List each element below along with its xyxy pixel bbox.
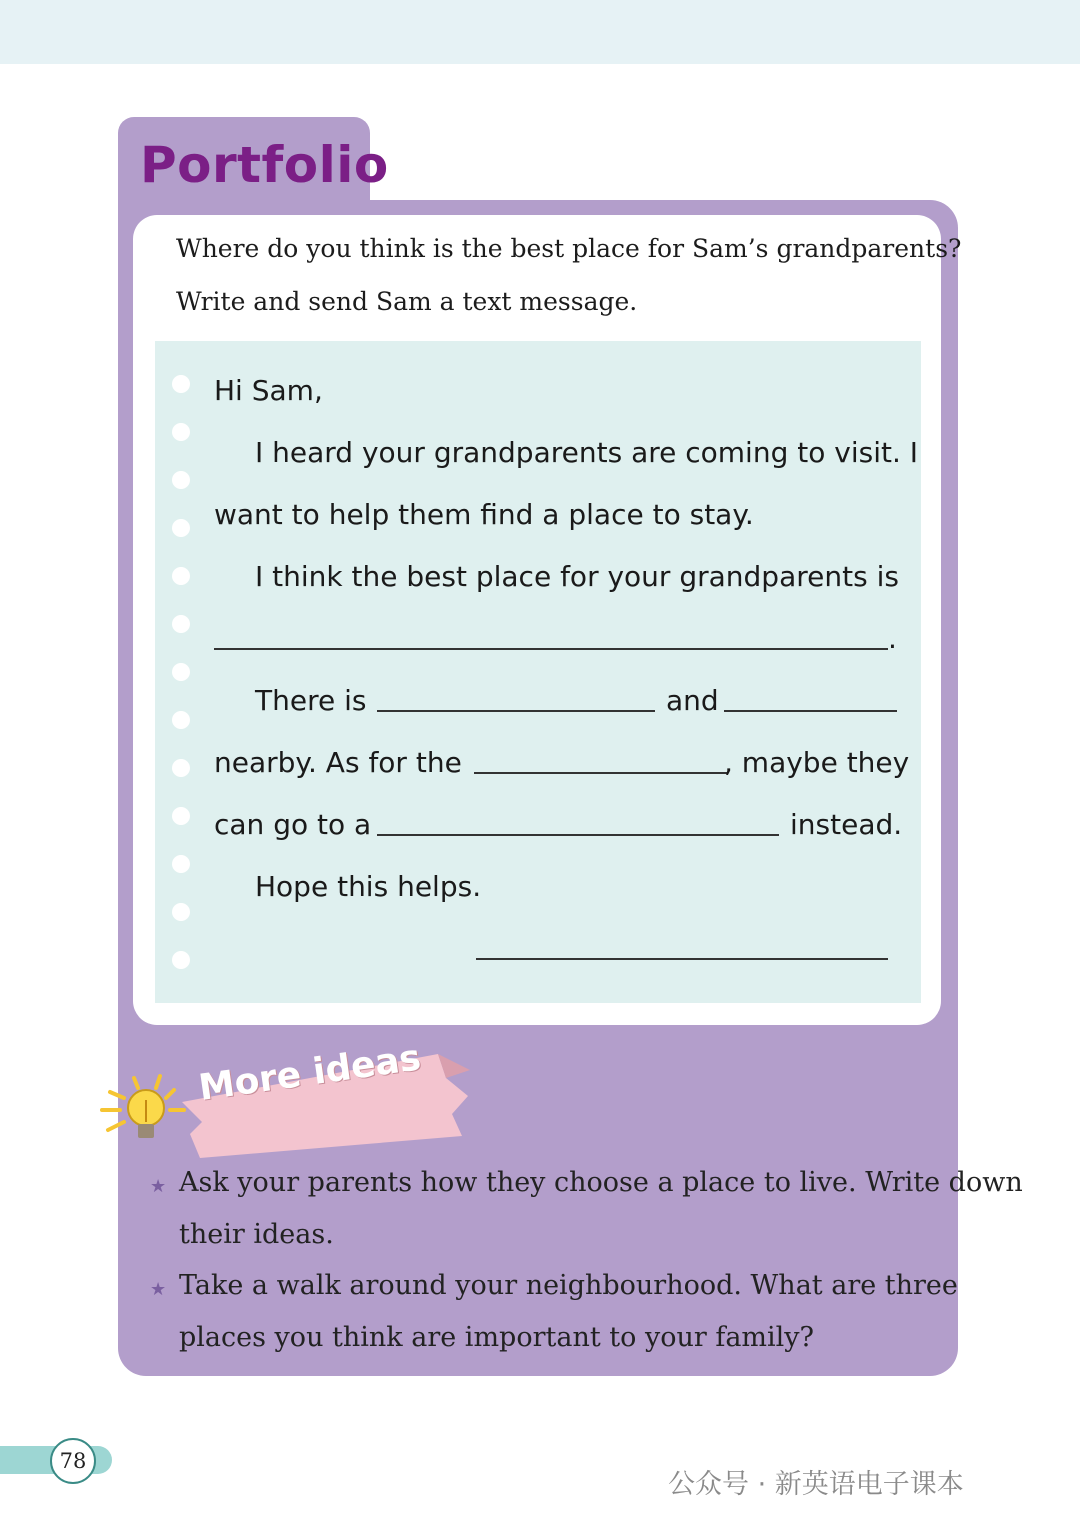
text-and: and [666, 684, 719, 717]
blank-alternative-place[interactable] [377, 834, 779, 836]
star-bullet-icon: ★ [150, 1176, 167, 1197]
blank-missing-place[interactable] [474, 772, 728, 774]
message-line-3: I think the best place for your grandparents is [255, 560, 899, 593]
portfolio-title: Portfolio [140, 136, 389, 194]
notebook-hole [172, 375, 190, 393]
notebook-hole [172, 471, 190, 489]
star-bullet-icon: ★ [150, 1279, 167, 1300]
notebook-hole [172, 903, 190, 921]
text-can-go: can go to a [214, 808, 372, 841]
prompt-line-1: Where do you think is the best place for Sam’s grandparents? [176, 234, 962, 263]
text-maybe-they: , maybe they [724, 746, 910, 779]
idea-2-line-1: Take a walk around your neighbourhood. What are three [179, 1270, 958, 1301]
lightbulb-icon [102, 1076, 184, 1138]
notebook-hole [172, 567, 190, 585]
notebook-hole [172, 519, 190, 537]
idea-1-line-2: their ideas. [179, 1219, 334, 1250]
idea-2-line-2: places you think are important to your family? [179, 1322, 815, 1353]
notebook-hole [172, 807, 190, 825]
notebook-hole [172, 615, 190, 633]
idea-1-line-1: Ask your parents how they choose a place to live. Write down [179, 1167, 1023, 1198]
notebook-hole [172, 855, 190, 873]
message-line-1: I heard your grandparents are coming to visit. I [255, 436, 919, 469]
message-closing: Hope this helps. [255, 870, 482, 903]
message-greeting: Hi Sam, [214, 374, 323, 407]
message-line-2: want to help them find a place to stay. [214, 498, 754, 531]
blank-place-2[interactable] [724, 710, 897, 712]
top-band [0, 0, 1080, 64]
prompt-line-2: Write and send Sam a text message. [176, 287, 638, 316]
notebook-hole [172, 951, 190, 969]
text-there-is: There is [255, 684, 367, 717]
blank-best-place[interactable] [214, 648, 888, 650]
blank-signature[interactable] [476, 958, 888, 960]
text-instead: instead. [790, 808, 903, 841]
notebook-hole [172, 663, 190, 681]
notebook-hole [172, 711, 190, 729]
blank-place-1[interactable] [377, 710, 655, 712]
notebook-hole [172, 423, 190, 441]
notebook-hole [172, 759, 190, 777]
period: . [888, 622, 897, 655]
text-nearby: nearby. As for the [214, 746, 462, 779]
more-ideas-title: More ideas [196, 1037, 424, 1109]
page-number: 78 [50, 1438, 96, 1484]
watermark: 公众号 · 新英语电子课本 [668, 1469, 964, 1500]
